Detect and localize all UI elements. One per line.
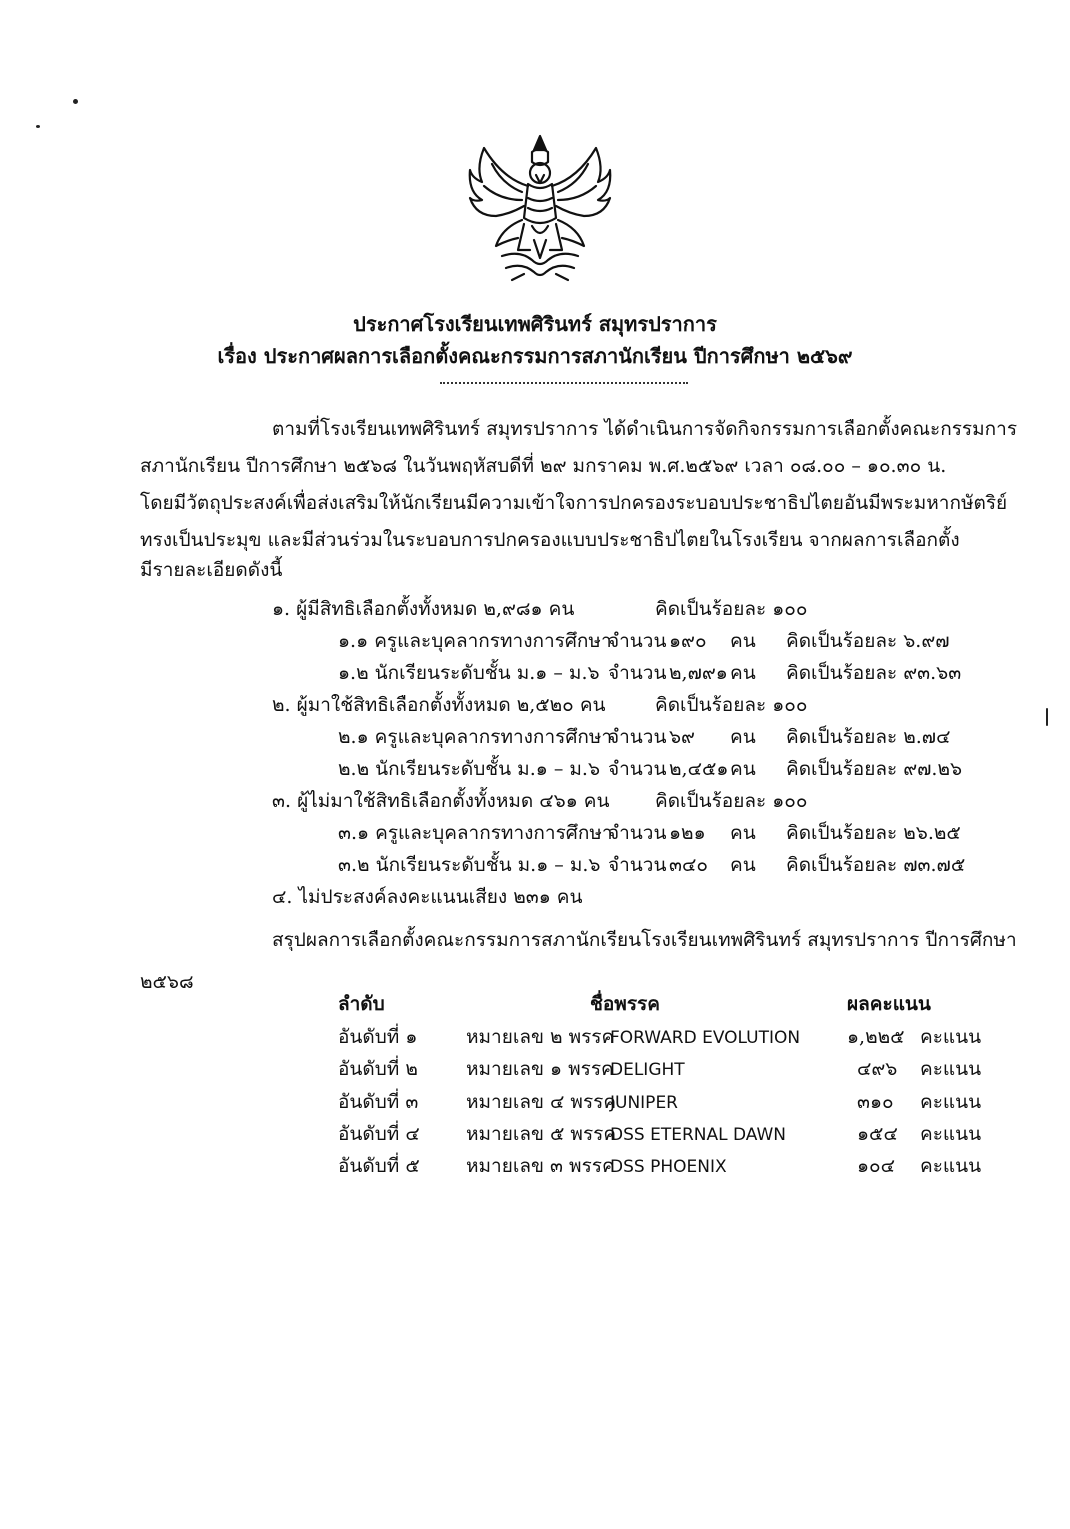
result-score-unit: คะแนน <box>920 1091 982 1113</box>
intro-line: ทรงเป็นประมุข และมีส่วนร่วมในระบอบการปกครองแบบประชาธิปไตยในโรงเรียน จากผลการเลือกตั้ง <box>140 529 960 551</box>
document-title: ประกาศโรงเรียนเทพศิรินทร์ สมุทรปราการ <box>353 312 717 336</box>
stat-absent-percent: คิดเป็นร้อยละ ๑๐๐ <box>655 790 808 812</box>
result-party-number: หมายเลข ๒ พรรค <box>466 1026 615 1048</box>
stat-sub-label: ๓.๑ ครูและบุคลากรทางการศึกษา <box>338 822 613 844</box>
results-header-rank: ลำดับ <box>338 993 385 1015</box>
result-score: ๑๕๔ <box>857 1123 898 1145</box>
stat-sub-percent: คิดเป็นร้อยละ ๖.๙๗ <box>786 630 950 652</box>
stat-sub-count: ๒,๗๙๑ <box>669 662 728 684</box>
intro-line: โดยมีวัตถุประสงค์เพื่อส่งเสริมให้นักเรียนมีความเข้าใจการปกครองระบอบประชาธิปไตยอันมีพระมหากษัตริย์ <box>140 492 1008 514</box>
stat-sub-count: ๑๒๑ <box>669 822 706 844</box>
result-party-name: FORWARD EVOLUTION <box>610 1028 801 1048</box>
stat-sub-count-label: จำนวน <box>608 822 667 844</box>
stat-voted-percent: คิดเป็นร้อยละ ๑๐๐ <box>655 694 808 716</box>
result-rank: อันดับที่ ๔ <box>338 1123 420 1145</box>
stat-sub-count: ๖๙ <box>669 726 695 748</box>
stat-sub-count-label: จำนวน <box>608 630 667 652</box>
stat-sub-count-label: จำนวน <box>608 854 667 876</box>
results-header-score: ผลคะแนน <box>847 993 931 1015</box>
result-rank: อันดับที่ ๑ <box>338 1026 418 1048</box>
document-subject: เรื่อง ประกาศผลการเลือกตั้งคณะกรรมการสภานักเรียน ปีการศึกษา ๒๕๖๙ <box>217 344 853 368</box>
scan-speck <box>73 99 78 104</box>
stat-sub-count: ๓๔๐ <box>669 854 708 876</box>
result-rank: อันดับที่ ๓ <box>338 1091 419 1113</box>
result-party-number: หมายเลข ๑ พรรค <box>466 1058 614 1080</box>
result-party-name: DELIGHT <box>610 1060 685 1080</box>
result-score-unit: คะแนน <box>920 1155 982 1177</box>
result-score-unit: คะแนน <box>920 1058 982 1080</box>
result-party-name: JUNIPER <box>610 1093 678 1113</box>
result-score-unit: คะแนน <box>920 1123 982 1145</box>
result-party-number: หมายเลข ๓ พรรค <box>466 1155 615 1177</box>
intro-line: มีรายละเอียดดังนี้ <box>140 559 283 581</box>
stat-sub-label: ๓.๒ นักเรียนระดับชั้น ม.๑ – ม.๖ <box>338 854 601 876</box>
stat-sub-unit: คน <box>730 854 756 876</box>
stat-sub-label: ๑.๒ นักเรียนระดับชั้น ม.๑ – ม.๖ <box>338 662 600 684</box>
stat-sub-count-label: จำนวน <box>608 726 667 748</box>
result-rank: อันดับที่ ๕ <box>338 1155 420 1177</box>
results-header-party: ชื่อพรรค <box>590 993 660 1015</box>
stat-sub-label: ๒.๒ นักเรียนระดับชั้น ม.๑ – ม.๖ <box>338 758 601 780</box>
stat-sub-percent: คิดเป็นร้อยละ ๙๓.๖๓ <box>786 662 962 684</box>
result-score: ๔๙๖ <box>857 1058 898 1080</box>
result-score-unit: คะแนน <box>920 1026 982 1048</box>
stat-sub-unit: คน <box>730 726 756 748</box>
stat-sub-label: ๒.๑ ครูและบุคลากรทางการศึกษา <box>338 726 613 748</box>
intro-line: ตามที่โรงเรียนเทพศิรินทร์ สมุทรปราการ ได้ดำเนินการจัดกิจกรรมการเลือกตั้งคณะกรรมการ <box>272 418 1018 440</box>
stat-sub-unit: คน <box>730 758 756 780</box>
stat-sub-count: ๒,๔๕๑ <box>669 758 729 780</box>
stat-abstain-label: ๔. ไม่ประสงค์ลงคะแนนเสียง ๒๓๑ คน <box>272 886 583 908</box>
stat-total-percent: คิดเป็นร้อยละ ๑๐๐ <box>655 598 808 620</box>
result-party-number: หมายเลข ๕ พรรค <box>466 1123 617 1145</box>
stat-sub-count: ๑๙๐ <box>669 630 707 652</box>
dotted-separator <box>440 382 688 384</box>
result-party-name: DSS ETERNAL DAWN <box>610 1125 786 1145</box>
garuda-emblem-icon <box>462 128 618 290</box>
result-party-name: DSS PHOENIX <box>610 1157 727 1177</box>
scan-mark <box>1046 708 1048 726</box>
result-score: ๑,๒๒๕ <box>847 1026 905 1048</box>
stat-sub-label: ๑.๑ ครูและบุคลากรทางการศึกษา <box>338 630 612 652</box>
stat-sub-percent: คิดเป็นร้อยละ ๒๖.๒๕ <box>786 822 961 844</box>
stat-sub-unit: คน <box>730 630 756 652</box>
summary-line: สรุปผลการเลือกตั้งคณะกรรมการสภานักเรียนโรงเรียนเทพศิรินทร์ สมุทรปราการ ปีการศึกษา <box>272 929 1017 951</box>
stat-sub-percent: คิดเป็นร้อยละ ๙๗.๒๖ <box>786 758 963 780</box>
stat-sub-unit: คน <box>730 822 756 844</box>
intro-line: สภานักเรียน ปีการศึกษา ๒๕๖๘ ในวันพฤหัสบดีที่ ๒๙ มกราคม พ.ศ.๒๕๖๙ เวลา ๐๘.๐๐ – ๑๐.๓๐ น. <box>140 455 947 477</box>
stat-sub-unit: คน <box>730 662 756 684</box>
stat-sub-percent: คิดเป็นร้อยละ ๒.๗๔ <box>786 726 951 748</box>
result-score: ๓๑๐ <box>857 1091 894 1113</box>
stat-absent-label: ๓. ผู้ไม่มาใช้สิทธิเลือกตั้งทั้งหมด ๔๖๑ คน <box>272 790 610 812</box>
stat-voted-label: ๒. ผู้มาใช้สิทธิเลือกตั้งทั้งหมด ๒,๕๒๐ คน <box>272 694 606 716</box>
summary-year: ๒๕๖๘ <box>140 971 194 993</box>
scan-speck <box>36 125 40 128</box>
stat-sub-count-label: จำนวน <box>608 758 667 780</box>
result-score: ๑๐๔ <box>857 1155 896 1177</box>
result-party-number: หมายเลข ๔ พรรค <box>466 1091 617 1113</box>
stat-sub-percent: คิดเป็นร้อยละ ๗๓.๗๕ <box>786 854 966 876</box>
stat-sub-count-label: จำนวน <box>608 662 667 684</box>
stat-total-label: ๑. ผู้มีสิทธิเลือกตั้งทั้งหมด ๒,๙๘๑ คน <box>272 598 575 620</box>
result-rank: อันดับที่ ๒ <box>338 1058 418 1080</box>
